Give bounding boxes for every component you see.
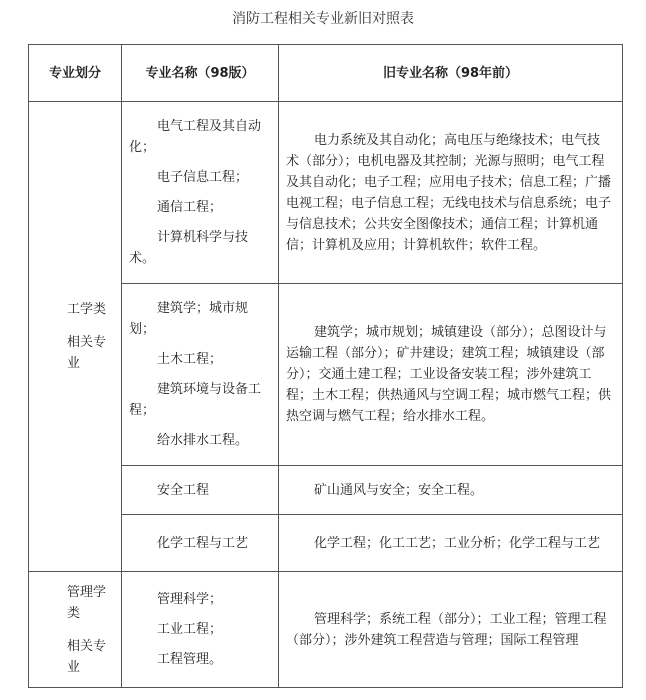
new-name-item: 化学工程与工艺	[157, 535, 249, 551]
header-category: 专业划分	[29, 45, 122, 102]
old-name-text: 电力系统及其自动化；高电压与绝缘技术；电气技术（部分）；电机电器及其控制；光源与照明；电气工程及其自动化；电子工程；应用电子技术；信息工程；广播电视工程；电子信息工程；无线电技术与信息系统；电子与信息技术；公共安全图像技术；通信工程；计算机通信；计算机及应用；计算机软件；软件工程。	[286, 132, 612, 253]
new-name-item: 通信工程；	[157, 200, 223, 215]
table-row	[29, 102, 623, 284]
new-name-cell	[122, 284, 279, 466]
category-label: 相关专业	[67, 638, 107, 675]
new-name-item: 工业工程；	[157, 622, 223, 637]
table-row	[29, 572, 623, 688]
table-header-row	[29, 45, 623, 102]
new-name-cell	[122, 572, 279, 688]
new-name-item: 给水排水工程。	[157, 433, 249, 448]
old-name-text: 化学工程；化工工艺；工业分析；化学工程与工艺	[314, 535, 601, 551]
category-label: 相关专业	[67, 335, 107, 371]
header-old-name: 旧专业名称（98年前）	[279, 45, 623, 102]
new-name-item: 电气工程及其自动化；	[129, 119, 262, 155]
new-name-item: 管理科学；	[157, 592, 223, 607]
old-name-cell	[279, 284, 623, 466]
old-name-text: 管理科学；系统工程（部分）；工业工程；管理工程（部分）；涉外建筑工程营造与管理；国际工程管理	[286, 611, 607, 648]
old-name-text: 矿山通风与安全；安全工程。	[314, 482, 484, 498]
major-comparison-table	[28, 44, 623, 688]
new-name-cell	[122, 515, 279, 572]
old-name-cell	[279, 466, 623, 515]
new-name-cell	[122, 466, 279, 515]
new-name-item: 土木工程；	[157, 352, 223, 367]
new-name-item: 建筑环境与设备工程；	[129, 382, 262, 418]
new-name-item: 建筑学；城市规划；	[129, 301, 249, 337]
new-name-cell	[122, 102, 279, 284]
category-cell-engineering	[29, 102, 122, 572]
new-name-item: 安全工程	[157, 482, 210, 498]
category-label: 工学类	[67, 302, 107, 317]
old-name-text: 建筑学；城市规划；城镇建设（部分）；总图设计与运输工程（部分）；矿井建设；建筑工程；城镇建设（部分）；交通土建工程；工业设备安装工程；涉外建筑工程；土木工程；供热通风与空调工程；城市燃气工程；供热空调与燃气工程；给水排水工程。	[286, 325, 612, 424]
page-title: 消防工程相关专业新旧对照表	[232, 11, 414, 27]
category-label: 管理学类	[67, 584, 107, 621]
old-name-cell	[279, 102, 623, 284]
category-cell-management	[29, 572, 122, 688]
new-name-item: 计算机科学与技术。	[129, 230, 249, 266]
new-name-item: 工程管理。	[157, 652, 223, 667]
header-new-name: 专业名称（98版）	[122, 45, 279, 102]
old-name-cell	[279, 515, 623, 572]
new-name-item: 电子信息工程；	[157, 170, 249, 185]
old-name-cell	[279, 572, 623, 688]
